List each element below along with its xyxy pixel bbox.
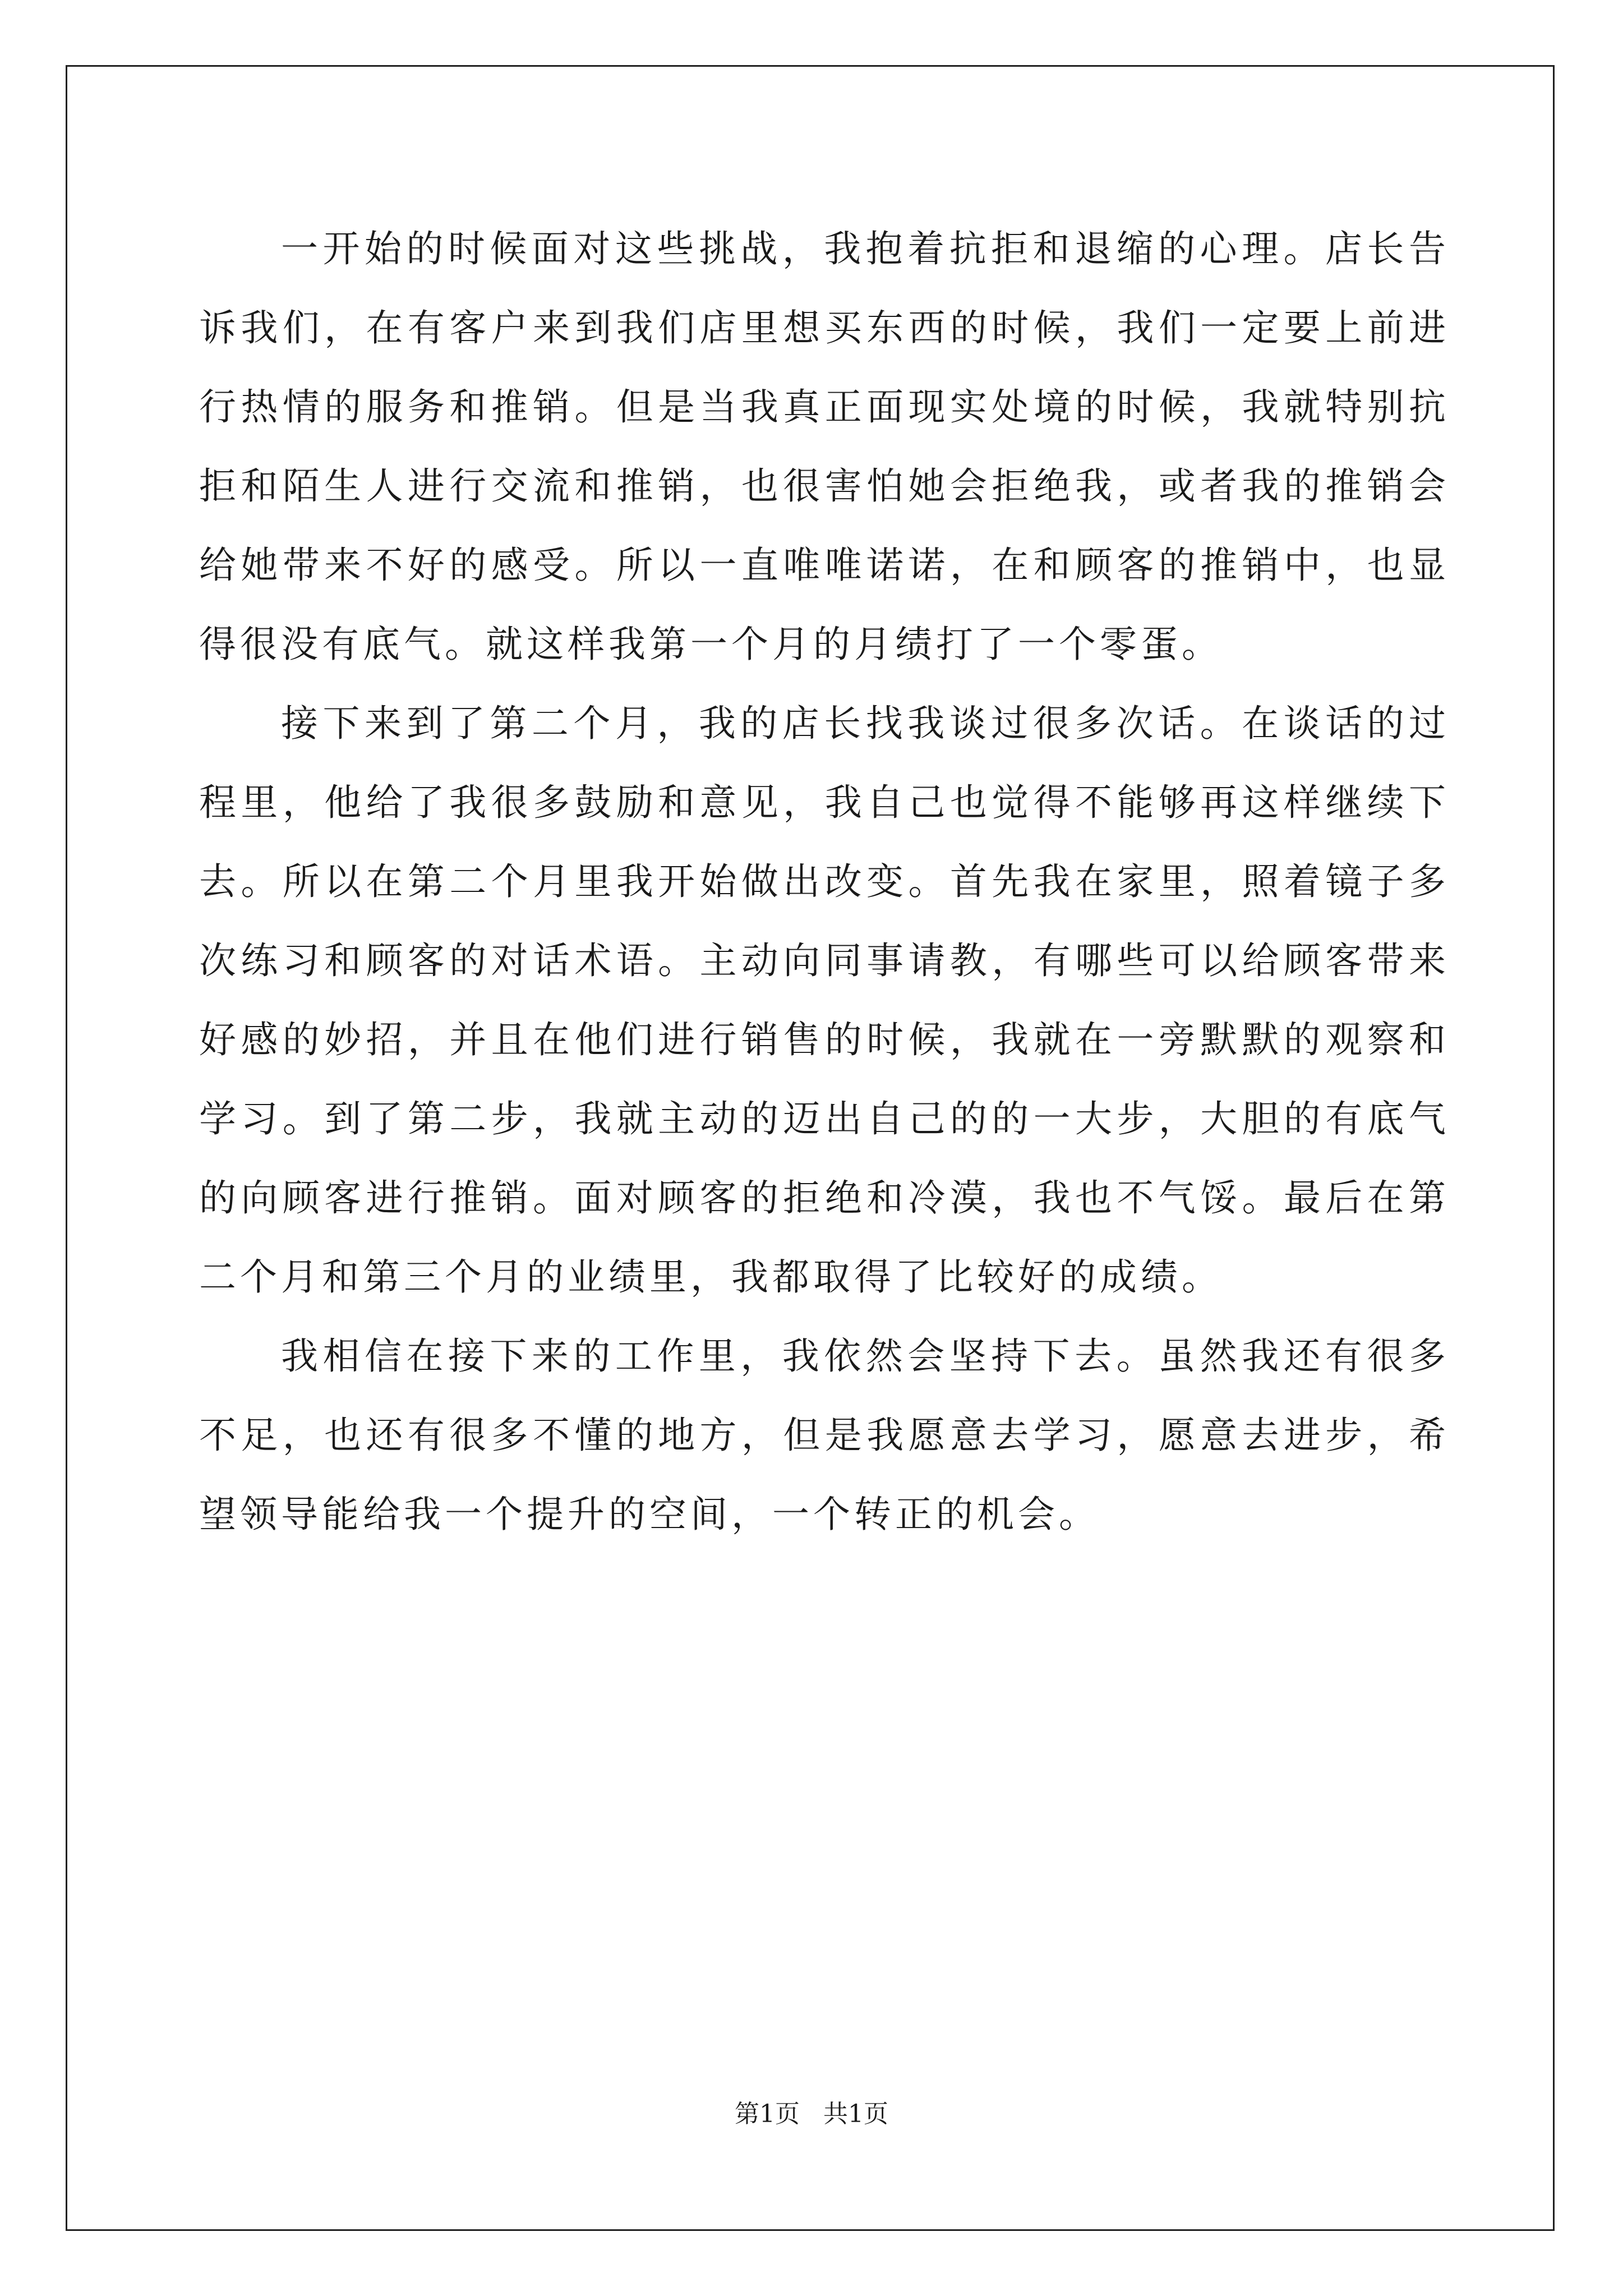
- paragraph-3: 我相信在接下来的工作里，我依然会坚持下去。虽然我还有很多不足，也还有很多不懂的地方，但是我愿意去学习，愿意去进步，希望领导能给我一个提升的空间，一个转正的机会。: [199, 1335, 1450, 1536]
- paragraph-1: 一开始的时候面对这些挑战，我抱着抗拒和退缩的心理。店长告诉我们，在有客户来到我们店里想买东西的时候，我们一定要上前进行热情的服务和推销。但是当我真正面现实处境的时候，我就特别抗拒和陌生人进行交流和推销，也很害怕她会拒绝我，或者我的推销会给她带来不好的感受。所以一直唯唯诺诺，在和顾客的推销中，也显得很没有底气。就这样我第一个月的月绩打了一个零蛋。: [199, 227, 1450, 666]
- document-body: [199, 209, 1450, 1554]
- paragraph-2: 接下来到了第二个月，我的店长找我谈过很多次话。在谈话的过程里，他给了我很多鼓励和意见，我自己也觉得不能够再这样继续下去。所以在第二个月里我开始做出改变。首先我在家里，照着镜子多次练习和顾客的对话术语。主动向同事请教，有哪些可以给顾客带来好感的妙招，并且在他们进行销售的时候，我就在一旁默默的观察和学习。到了第二步，我就主动的迈出自己的的一大步，大胆的有底气的向顾客进行推销。面对顾客的拒绝和冷漠，我也不气馁。最后在第二个月和第三个月的业绩里，我都取得了比较好的成绩。: [199, 702, 1450, 1299]
- page-number-footer: 第1页 共1页: [735, 2100, 888, 2128]
